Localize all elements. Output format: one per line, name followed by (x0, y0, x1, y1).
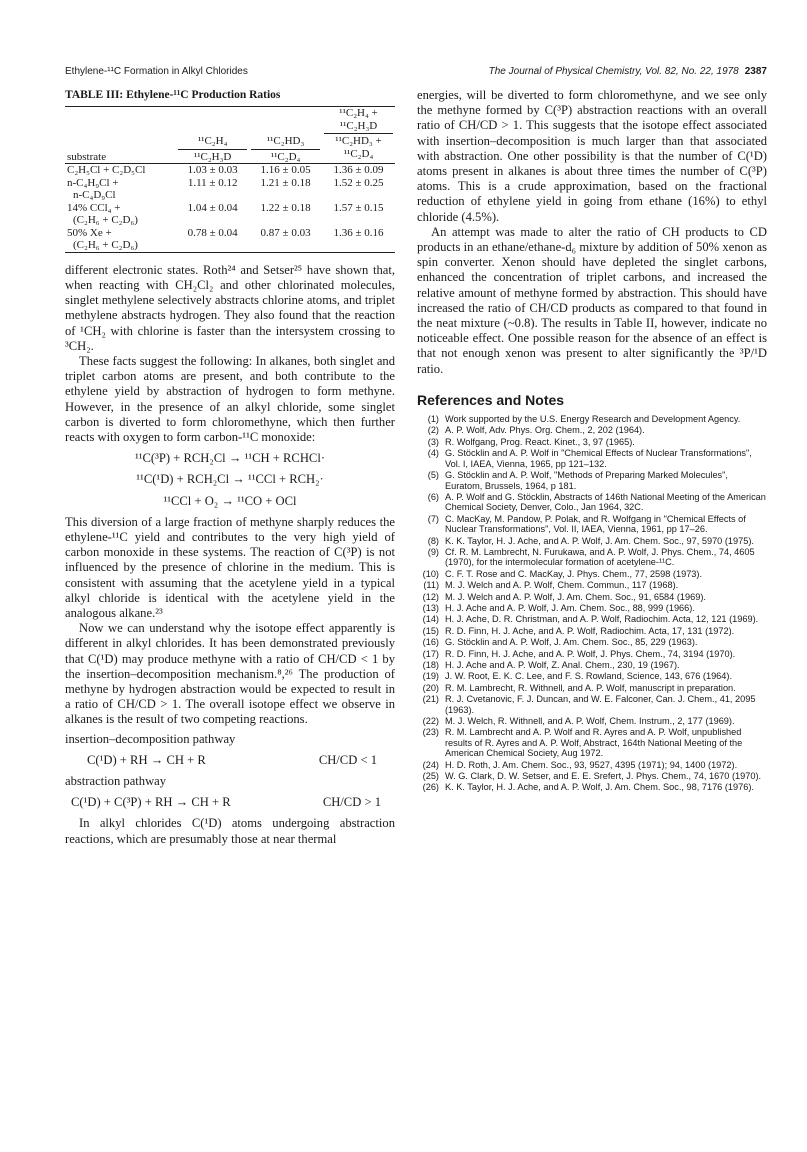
reference-text: H. J. Ache, D. R. Christman, and A. P. Wolf, Radiochim. Acta, 12, 121 (1969). (445, 614, 759, 625)
reference-item (417, 569, 767, 579)
reference-text: R. M. Lambrecht, R. Withnell, and A. P. Wolf, manuscript in preparation. (445, 682, 736, 693)
reference-text: H. J. Ache and A. P. Wolf, Z. Anal. Chem., 230, 19 (1967). (445, 660, 680, 670)
ratio-cell: 1.52 ± 0.25 (333, 176, 384, 189)
reference-text: W. G. Clark, D. W. Setser, and E. E. Srefert, J. Phys. Chem., 74, 1670 (1970). (445, 771, 762, 782)
reference-item (417, 547, 767, 568)
reference-number: (17) (422, 648, 439, 659)
body-paragraph: This diversion of a large fraction of methyne sharply reduces the ethylene-¹¹C yield and contributes to the very high yield of carbon monoxide in these systems. The reaction of C(³P) is not influenced by the presence of chlorine in the medium. This is consistent with assuming that the acetylene yield in a typical alkyl chloride is identical with the acetylene yield in the analogous alkane.²³ (65, 514, 395, 620)
reference-item (417, 660, 767, 670)
reference-text: C. MacKay, M. Pandow, P. Polak, and R. Wolfgang in "Chemical Effects of Nuclear Transformations", Vol. II, IAEA, Vienna, 1961, pp 17–26. (445, 513, 746, 535)
header-spacer (176, 107, 249, 136)
ratio-cell: 1.16 ± 0.05 (260, 164, 311, 177)
reference-number: (19) (422, 671, 439, 682)
equation: ¹¹C(¹D) + RCH₂Cl → ¹¹CCl + RCH₂· (136, 472, 324, 487)
reference-text: H. J. Ache and A. P. Wolf, J. Am. Chem. Soc., 88, 999 (1966). (445, 602, 695, 613)
col3-header-denominator (322, 135, 395, 164)
col2-top: ¹¹C₂HD₃ (251, 135, 320, 150)
references-list (417, 414, 767, 793)
reference-item (417, 782, 767, 792)
reference-text: R. Wolfgang, Prog. React. Kinet., 3, 97 (1965). (445, 436, 635, 447)
reference-number: (7) (427, 513, 439, 524)
pathway-label: insertion–decomposition pathway (65, 731, 236, 746)
reference-text: J. W. Root, E. K. C. Lee, and F. S. Rowland, Science, 143, 676 (1964). (445, 671, 733, 682)
reference-item (417, 470, 767, 491)
reference-text: R. D. Finn, H. J. Ache, and A. P. Wolf, Radiochim. Acta, 17, 131 (1972). (445, 625, 735, 636)
reference-text: R. M. Lambrecht and A. P. Wolf and R. Ayres and A. P. Wolf, unpublished results of R. Ayres and A. P. Wolf, Abstract, 164th National Meeting of the American Chemical Society, Aug 1972. (445, 727, 743, 759)
reference-number: (4) (427, 448, 439, 459)
ratio-cell: 0.78 ± 0.04 (187, 226, 238, 239)
reference-item (417, 580, 767, 590)
reference-item (417, 626, 767, 636)
references-heading: References and Notes (417, 391, 565, 408)
reference-number: (26) (422, 782, 439, 793)
reference-number: (9) (427, 546, 439, 557)
ratio-cell: 1.22 ± 0.18 (260, 201, 311, 214)
equation: ¹¹CCl + O₂ → ¹¹CO + OCl (163, 493, 297, 508)
reference-item (417, 603, 767, 613)
running-header (65, 66, 767, 80)
reference-item (417, 727, 767, 758)
substrate-header: substrate (67, 150, 107, 163)
table-row (65, 227, 395, 253)
reference-item (417, 760, 767, 770)
reference-number: (12) (422, 591, 439, 602)
reference-item (417, 649, 767, 659)
ratio-cell: 1.57 ± 0.15 (333, 201, 384, 214)
reference-text: C. F. T. Rose and C. MacKay, J. Phys. Chem., 77, 2598 (1973). (445, 568, 703, 579)
col3-bot1: ¹¹C₂HD₃ + (335, 135, 382, 148)
body-paragraph: Now we can understand why the isotope effect apparently is different in alkyl chlorides. It has been demonstrated previously that C(¹D) may produce methyne with a ratio of CH/CD < 1 by the insertion–decomposition mechanism.⁸,²⁶ The production of methyne by hydrogen abstraction would be expected to result in a ratio of CH/CD > 1. The overall isotope effect we observe in alkanes is the result of two competing reactions. (65, 621, 395, 727)
reference-number: (16) (422, 637, 439, 648)
col3-header-numerator (322, 107, 395, 136)
substrate-cell: 14% CCl₄ + (C₂H₆ + C₂D₆) (67, 201, 138, 227)
reference-item (417, 536, 767, 546)
ratio-condition: CH/CD < 1 (318, 752, 377, 767)
equation-row (87, 753, 377, 768)
reference-number: (15) (422, 625, 439, 636)
reference-text: Work supported by the U.S. Energy Research and Development Agency. (445, 414, 741, 425)
journal-name: The Journal of Physical Chemistry, Vol. 82, No. 22, 1978 (488, 66, 739, 77)
col2-bot: ¹¹C₂D₄ (270, 150, 301, 163)
reference-item (417, 437, 767, 447)
page-number: 2387 (744, 66, 767, 77)
header-spacer (249, 107, 322, 136)
body-paragraph: different electronic states. Roth²⁴ and Setser²⁵ have shown that, when reacting with CH₂Cl₂ and other chlorinated molecules, singlet methylene selectively abstracts chlorine atoms, and triplet methylene abstracts hydrogen. They also found that the reaction of ¹CH₂ with chlorine is faster than the intersystem crossing to ³CH₂. (65, 262, 395, 353)
reference-text: M. J. Welch and A. P. Wolf, Chem. Commun., 117 (1968). (445, 580, 679, 591)
body-paragraph: An attempt was made to alter the ratio of CH products to CD products in an ethane/ethane-d₆ mixture by addition of 50% xenon as spin converter. Xenon should have depleted the singlet carbons, enhanced the concentration of triplet carbons, and increased the relative amount of methyne formed by abstraction. This should have increased the ratio of CH/CD products as compared to that found in the neat mixture (~0.8). The results in Table II, however, indicate no noticeable effect. One possible reason for the absence of an effect is that not enough xenon was present to alter significantly the ³P/¹D ratio. (417, 224, 767, 376)
col1-top: ¹¹C₂H₄ (178, 135, 247, 150)
reference-number: (23) (422, 727, 439, 738)
production-ratios-table (65, 106, 395, 253)
reference-number: (24) (422, 759, 439, 770)
equation: ¹¹C(³P) + RCH₂Cl → ¹¹CH + RCHCl· (134, 451, 326, 466)
ratio-cell: 0.87 ± 0.03 (260, 226, 311, 239)
reference-text: R. J. Cvetanovic, F. J. Duncan, and W. E. Falconer, Can. J. Chem., 41, 2095 (1963). (445, 694, 756, 715)
body-paragraph: In alkyl chlorides C(¹D) atoms undergoing abstraction reactions, which are presumably those at near thermal (65, 816, 395, 846)
reference-number: (10) (422, 568, 439, 579)
reference-item (417, 425, 767, 435)
reference-text: G. Stöcklin and A. P. Wolf in "Chemical Effects of Nuclear Transformations", Vol. I, IAEA, Vienna, 1965, pp 121–132. (445, 448, 752, 469)
running-title: Ethylene-¹¹C Formation in Alkyl Chlorides (65, 66, 248, 77)
equation: C(¹D) + RH → CH + R (87, 752, 206, 767)
right-column (417, 88, 767, 794)
col1-header (176, 135, 249, 164)
reference-number: (1) (427, 414, 439, 425)
ratio-cell: 1.36 ± 0.09 (333, 164, 384, 177)
reference-item (417, 492, 767, 513)
substrate-cell: C₂H₅Cl + C₂D₅Cl (67, 164, 146, 177)
reference-item (417, 716, 767, 726)
reference-number: (14) (422, 614, 439, 625)
ratio-cell: 1.36 ± 0.16 (333, 226, 384, 239)
equation: C(¹D) + C(³P) + RH → CH + R (71, 795, 231, 810)
reference-number: (21) (422, 694, 439, 705)
ratio-cell: 1.04 ± 0.04 (187, 201, 238, 214)
reference-number: (8) (427, 535, 439, 546)
reference-number: (25) (422, 771, 439, 782)
col2-header (249, 135, 322, 164)
reference-item (417, 514, 767, 535)
reference-text: G. Stöcklin and A. P. Wolf, J. Am. Chem. Soc., 85, 229 (1963). (445, 637, 698, 648)
substrate-cell: 50% Xe + (C₂H₆ + C₂D₆) (67, 226, 138, 252)
reference-number: (5) (427, 470, 439, 481)
reference-item (417, 771, 767, 781)
left-column (65, 88, 395, 847)
reference-item (417, 694, 767, 715)
pathway-label: abstraction pathway (65, 774, 167, 788)
reference-item (417, 448, 767, 469)
reference-text: R. D. Finn, H. J. Ache, and A. P. Wolf, J. Phys. Chem., 74, 3194 (1970). (445, 648, 736, 659)
reference-number: (13) (422, 602, 439, 613)
reference-text: A. P. Wolf and G. Stöcklin, Abstracts of 146th National Meeting of the American Chemical Society, Denver, Colo., Jan 1964, 32C. (445, 491, 766, 513)
reference-text: Cf. R. M. Lambrecht, N. Furukawa, and A. P. Wolf, J. Phys. Chem., 74, 4605 (1970), for the intermolecular formation of acetylene-¹¹C. (445, 546, 755, 568)
col3-top2: ¹¹C₂H₃D (324, 120, 393, 135)
ratio-cell: 1.03 ± 0.03 (187, 164, 238, 177)
table-row (65, 202, 395, 227)
ratio-cell: 1.21 ± 0.18 (260, 176, 311, 189)
ratio-condition: CH/CD > 1 (322, 795, 381, 810)
substrate-cell: n-C₄H₉Cl + n-C₄D₉Cl (67, 176, 119, 202)
reference-item (417, 592, 767, 602)
reference-number: (6) (427, 491, 439, 502)
journal-citation (489, 66, 767, 77)
equation-row (71, 795, 381, 810)
ratio-cell: 1.11 ± 0.12 (187, 176, 238, 189)
reference-text: G. Stöcklin and A. P. Wolf, "Methods of Preparing Marked Molecules", Euratom, Brussels, 1964, p 181. (445, 470, 728, 491)
reference-text: M. J. Welch, R. Withnell, and A. P. Wolf, Chem. Instrum., 2, 177 (1969). (445, 716, 735, 727)
reference-number: (3) (427, 436, 439, 447)
table-title: TABLE III: Ethylene-¹¹C Production Ratios (65, 89, 281, 101)
reference-item (417, 683, 767, 693)
reference-text: H. D. Roth, J. Am. Chem. Soc., 93, 9527, 4395 (1971); 94, 1400 (1972). (445, 759, 738, 770)
reference-text: A. P. Wolf, Adv. Phys. Org. Chem., 2, 202 (1964). (445, 425, 645, 436)
reference-item (417, 671, 767, 681)
reference-number: (22) (422, 716, 439, 727)
reference-number: (11) (423, 580, 439, 591)
reference-item (417, 414, 767, 424)
table-row (65, 177, 395, 202)
table-row (65, 164, 395, 177)
reference-item (417, 614, 767, 624)
reference-number: (18) (422, 660, 439, 670)
body-paragraph: energies, will be diverted to form chloromethyne, and we see only the methyne formed by C(³P) abstraction reactions with an overall ratio of CH/CD > 1. This suggests that the isotope effect associated with insertion–decomposition is much larger than that associated with abstraction. One other possibility is that the number of C(¹D) atoms present in alkanes is about three times the number of C(³P) atoms. This is a crude approximation, based on the fractional reduction of ethylene yield in going from ethane (16%) to ethyl chloride (4.5%). (417, 88, 767, 224)
col3-bot2: ¹¹C₂D₄ (343, 147, 374, 160)
reference-number: (20) (422, 682, 439, 693)
reference-item (417, 637, 767, 647)
reference-text: M. J. Welch and A. P. Wolf, J. Am. Chem. Soc., 91, 6584 (1969). (445, 591, 706, 602)
body-paragraph: These facts suggest the following: In alkanes, both singlet and triplet carbon atoms are present, and both contribute to the ethylene yield by abstraction of hydrogen to form methyne. However, in the presence of an alkyl chloride, some singlet carbon is diverted to form chloromethyne, which then further reacts with oxygen to form carbon-¹¹C monoxide: (65, 353, 395, 444)
reference-text: K. K. Taylor, H. J. Ache, and A. P. Wolf, J. Am. Chem. Soc., 97, 5970 (1975). (445, 535, 754, 546)
col1-bot: ¹¹C₂H₃D (193, 150, 232, 163)
reference-text: K. K. Taylor, H. J. Ache, and A. P. Wolf, J. Am. Chem. Soc., 98, 7176 (1976). (445, 782, 754, 793)
col3-top1: ¹¹C₂H₄ + (339, 107, 378, 120)
reference-number: (2) (427, 425, 439, 436)
header-spacer (65, 107, 176, 136)
